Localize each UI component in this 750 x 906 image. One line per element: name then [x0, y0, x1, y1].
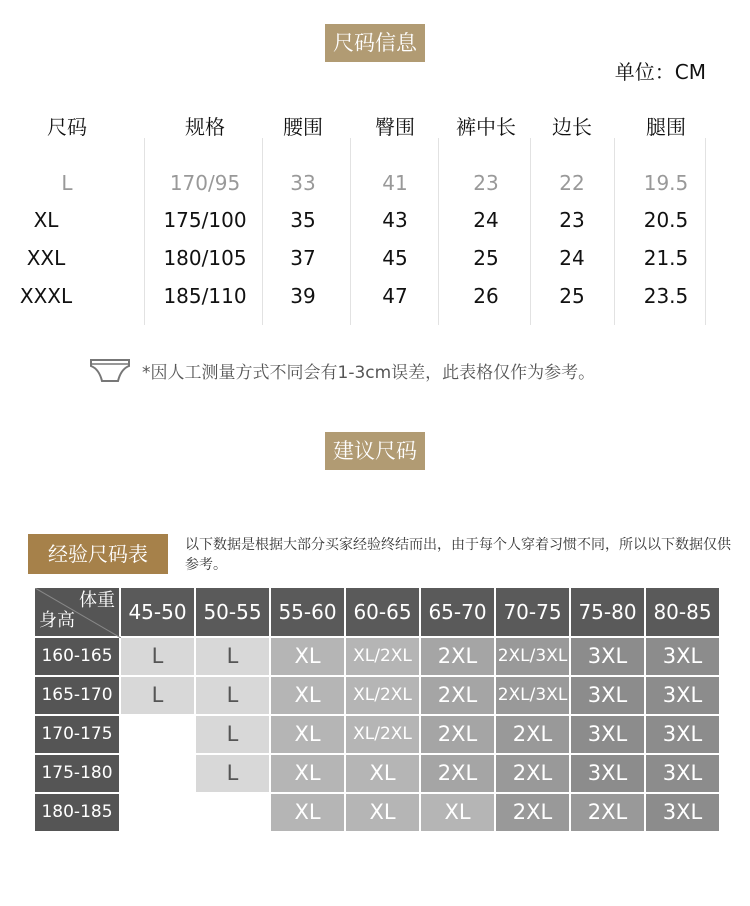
- weight-header: 80-85: [646, 588, 721, 638]
- table-cell: 20.5: [643, 208, 689, 232]
- experience-chart-label: 经验尺码表: [28, 534, 168, 574]
- size-cell: XL: [421, 794, 496, 833]
- table-cell: 35: [290, 208, 316, 232]
- size-cell: 2XL: [421, 716, 496, 755]
- weight-header: 60-65: [346, 588, 421, 638]
- corner-height-label: 身高: [39, 610, 75, 631]
- size-cell: XL: [271, 716, 346, 755]
- size-info-title: 尺码信息: [325, 24, 425, 62]
- size-cell: XL: [271, 755, 346, 794]
- table-cell: 22: [559, 171, 585, 195]
- table-cell: 175/100: [163, 208, 247, 232]
- table-cell: 33: [290, 171, 316, 195]
- table-cell: XL: [33, 208, 59, 232]
- table-cell: 39: [290, 284, 316, 308]
- table-cell: 47: [382, 284, 408, 308]
- corner-weight-label: 体重: [79, 590, 115, 611]
- table-cell: 45: [382, 246, 408, 270]
- size-cell: 3XL: [571, 677, 646, 716]
- size-cell: XL: [346, 755, 421, 794]
- size-cell: L: [121, 638, 196, 677]
- size-cell: [121, 755, 196, 794]
- table-cell: 23: [559, 208, 585, 232]
- height-header: 165-170: [35, 677, 121, 716]
- table-cell: 43: [382, 208, 408, 232]
- table-header: 裤中长: [456, 115, 516, 139]
- table-cell: 26: [473, 284, 499, 308]
- size-cell: 3XL: [571, 755, 646, 794]
- height-header: 175-180: [35, 755, 121, 794]
- table-cell: 23: [473, 171, 499, 195]
- table-header: 规格: [185, 115, 225, 139]
- table-cell: 23.5: [643, 284, 689, 308]
- size-cell: 2XL: [421, 638, 496, 677]
- table-divider: [438, 138, 439, 325]
- size-cell: L: [196, 677, 271, 716]
- briefs-icon: [88, 357, 132, 383]
- table-cell: 180/105: [163, 246, 247, 270]
- table-cell: 24: [473, 208, 499, 232]
- table-cell: L: [61, 171, 73, 195]
- size-cell: 3XL: [646, 677, 721, 716]
- measurement-note-text: *因人工测量方式不同会有1-3cm误差，此表格仅作为参考。: [142, 362, 596, 383]
- table-cell: 185/110: [163, 284, 247, 308]
- table-header: 腿围: [646, 115, 686, 139]
- table-divider: [614, 138, 615, 325]
- size-cell: L: [196, 638, 271, 677]
- weight-header: 55-60: [271, 588, 346, 638]
- table-cell: 170/95: [169, 171, 241, 195]
- experience-chart-description: 以下数据是根据大部分买家经验终结而出，由于每个人穿着习惯不同，所以以下数据仅供参考。: [185, 537, 731, 573]
- size-cell: 3XL: [571, 638, 646, 677]
- size-cell: L: [196, 716, 271, 755]
- size-cell: 3XL: [646, 716, 721, 755]
- table-cell: XXXL: [19, 284, 73, 308]
- table-header: 边长: [552, 115, 592, 139]
- size-cell: 2XL: [496, 716, 571, 755]
- weight-header: 70-75: [496, 588, 571, 638]
- weight-header: 50-55: [196, 588, 271, 638]
- table-header: 尺码: [47, 115, 87, 139]
- size-cell: XL/2XL: [346, 638, 421, 677]
- size-cell: XL/2XL: [346, 677, 421, 716]
- size-cell: 2XL: [571, 794, 646, 833]
- size-cell: XL: [271, 794, 346, 833]
- size-cell: [121, 716, 196, 755]
- weight-header: 65-70: [421, 588, 496, 638]
- size-cell: 3XL: [646, 755, 721, 794]
- size-cell: L: [121, 677, 196, 716]
- size-cell: 3XL: [646, 794, 721, 833]
- size-cell: 2XL/3XL: [496, 677, 571, 716]
- size-cell: 3XL: [571, 716, 646, 755]
- size-cell: XL/2XL: [346, 716, 421, 755]
- table-cell: 21.5: [643, 246, 689, 270]
- weight-header: 45-50: [121, 588, 196, 638]
- height-header: 180-185: [35, 794, 121, 833]
- size-cell: 2XL: [421, 755, 496, 794]
- table-header: 腰围: [283, 115, 323, 139]
- table-cell: 25: [559, 284, 585, 308]
- table-cell: 19.5: [643, 171, 689, 195]
- size-cell: L: [196, 755, 271, 794]
- size-cell: 2XL/3XL: [496, 638, 571, 677]
- suggest-size-title: 建议尺码: [325, 432, 425, 470]
- size-cell: 2XL: [496, 755, 571, 794]
- size-cell: 2XL: [496, 794, 571, 833]
- height-header: 170-175: [35, 716, 121, 755]
- size-cell: XL: [271, 677, 346, 716]
- size-cell: 2XL: [421, 677, 496, 716]
- size-cell: [196, 794, 271, 833]
- weight-header: 75-80: [571, 588, 646, 638]
- size-cell: XL: [271, 638, 346, 677]
- measurement-note: [88, 357, 595, 383]
- height-header: 160-165: [35, 638, 121, 677]
- grid-corner: [35, 588, 121, 638]
- table-divider: [350, 138, 351, 325]
- size-cell: XL: [346, 794, 421, 833]
- size-cell: 3XL: [646, 638, 721, 677]
- table-cell: XXL: [26, 246, 66, 270]
- table-header: 臀围: [375, 115, 415, 139]
- size-cell: [121, 794, 196, 833]
- table-cell: 41: [382, 171, 408, 195]
- table-cell: 24: [559, 246, 585, 270]
- unit-label: 单位：CM: [614, 60, 706, 84]
- table-cell: 37: [290, 246, 316, 270]
- table-cell: 25: [473, 246, 499, 270]
